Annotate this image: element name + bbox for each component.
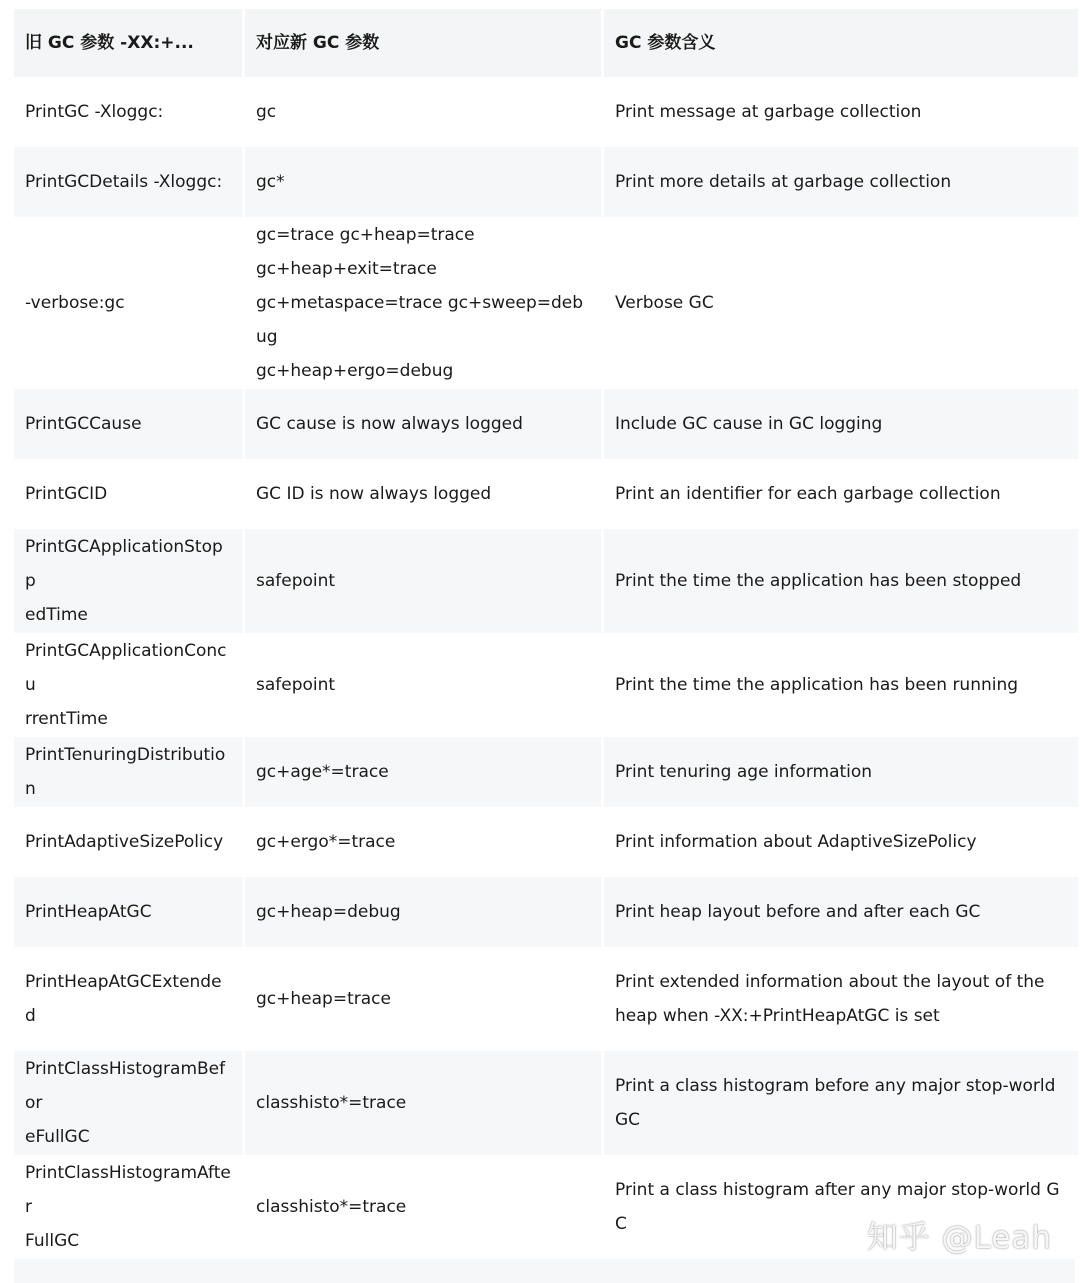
cell-old bbox=[14, 459, 242, 529]
table-row bbox=[14, 529, 1078, 633]
cell-text: Print a class histogram before any major stop-world GC bbox=[615, 1076, 1056, 1130]
cell-text: gc bbox=[256, 102, 277, 122]
cell-old bbox=[14, 1155, 242, 1259]
cell-new bbox=[245, 737, 601, 807]
cell-text: Print a class histogram after any major stop-world GC bbox=[615, 1180, 1060, 1234]
cell-new bbox=[245, 217, 601, 389]
cell-text: safepoint bbox=[256, 571, 336, 591]
cell-desc bbox=[604, 877, 1078, 947]
cell-old bbox=[14, 147, 242, 217]
cell-text: PrintGCCause bbox=[25, 414, 142, 434]
table-row bbox=[14, 877, 1078, 947]
cell-old bbox=[14, 217, 242, 389]
cell-text: -verbose:gc bbox=[25, 293, 125, 313]
cell-desc bbox=[604, 77, 1078, 147]
cell-text: PrintGCID bbox=[25, 484, 108, 504]
cell-text: gc+age*=trace bbox=[256, 762, 389, 782]
cell-new bbox=[245, 877, 601, 947]
cell-new bbox=[245, 1051, 601, 1155]
cell-text: classhisto*=trace bbox=[256, 1197, 407, 1217]
cell-text: gc+heap=debug bbox=[256, 902, 401, 922]
cell-desc bbox=[604, 737, 1078, 807]
cell-desc bbox=[604, 389, 1078, 459]
cell-new bbox=[245, 77, 601, 147]
cell-old bbox=[14, 389, 242, 459]
table-row bbox=[14, 807, 1078, 877]
cell-new bbox=[245, 807, 601, 877]
cell-text: FullGC bbox=[25, 1231, 80, 1251]
cell-text: Print heap layout before and after each GC bbox=[615, 902, 981, 922]
cell-text: GC ID is now always logged bbox=[256, 484, 492, 504]
header-new-gc-param: 对应新 GC 参数 bbox=[245, 9, 601, 77]
cell-text: classhisto*=trace bbox=[256, 1093, 407, 1113]
cell-text: eFullGC bbox=[25, 1127, 90, 1147]
table-row bbox=[14, 1051, 1078, 1155]
cell-old bbox=[14, 877, 242, 947]
table-row bbox=[14, 77, 1078, 147]
cell-text: PrintHeapAtGCExtended bbox=[25, 972, 222, 1026]
cell-new bbox=[245, 529, 601, 633]
cell-text: Print tenuring age information bbox=[615, 762, 873, 782]
cell-new bbox=[245, 947, 601, 1051]
zhihu-watermark: 知乎 @Leah bbox=[866, 1220, 1052, 1256]
cell-text: PrintGCApplicationConcu bbox=[25, 641, 227, 695]
table-row bbox=[14, 459, 1078, 529]
cell-text: PrintClassHistogramBefor bbox=[25, 1059, 226, 1113]
cell-desc bbox=[604, 147, 1078, 217]
cell-text: gc+heap+ergo=debug bbox=[256, 361, 454, 381]
cell-old bbox=[14, 1051, 242, 1155]
table-row bbox=[14, 947, 1078, 1051]
cell-desc bbox=[604, 1051, 1078, 1155]
table-header bbox=[14, 9, 1078, 77]
cell-text: PrintGCDetails -Xloggc: bbox=[25, 172, 223, 192]
cell-old bbox=[14, 807, 242, 877]
cell-text: edTime bbox=[25, 605, 88, 625]
table-row bbox=[14, 147, 1078, 217]
cell-desc bbox=[604, 529, 1078, 633]
cell-text: Print more details at garbage collection bbox=[615, 172, 952, 192]
cell-new bbox=[245, 1155, 601, 1259]
cell-text: PrintTenuringDistribution bbox=[25, 745, 226, 799]
cell-text: gc=trace gc+heap=trace bbox=[256, 225, 475, 245]
cell-desc bbox=[604, 947, 1078, 1051]
table-row bbox=[14, 737, 1078, 807]
cell-text: Print an identifier for each garbage collection bbox=[615, 484, 1001, 504]
cell-text: safepoint bbox=[256, 675, 336, 695]
cell-text: PrintGCApplicationStopp bbox=[25, 537, 223, 591]
table-body bbox=[14, 77, 1078, 1259]
cell-new bbox=[245, 459, 601, 529]
cell-text: Print the time the application has been running bbox=[615, 675, 1019, 695]
cell-text: rrentTime bbox=[25, 709, 108, 729]
table-row bbox=[14, 389, 1078, 459]
cell-old bbox=[14, 633, 242, 737]
cell-old bbox=[14, 947, 242, 1051]
cell-text: gc+heap+exit=trace bbox=[256, 259, 437, 279]
cell-new bbox=[245, 633, 601, 737]
cell-old bbox=[14, 77, 242, 147]
header-old-gc-param: 旧 GC 参数 -XX:+... bbox=[14, 9, 242, 77]
gc-params-table-wrapper bbox=[14, 9, 1075, 1259]
cell-new bbox=[245, 147, 601, 217]
cell-text: Verbose GC bbox=[615, 293, 714, 313]
cell-desc bbox=[604, 633, 1078, 737]
cell-text: Print information about AdaptiveSizePolicy bbox=[615, 832, 977, 852]
cell-text: PrintGC -Xloggc: bbox=[25, 102, 164, 122]
cell-text: gc+heap=trace bbox=[256, 989, 391, 1009]
cell-desc bbox=[604, 459, 1078, 529]
cell-old bbox=[14, 529, 242, 633]
cell-text: PrintAdaptiveSizePolicy bbox=[25, 832, 224, 852]
table-bottom-strip bbox=[14, 1259, 1075, 1283]
cell-desc bbox=[604, 807, 1078, 877]
cell-text: GC cause is now always logged bbox=[256, 414, 523, 434]
cell-old bbox=[14, 737, 242, 807]
cell-text: PrintHeapAtGC bbox=[25, 902, 152, 922]
table-row bbox=[14, 633, 1078, 737]
cell-text: PrintClassHistogramAfter bbox=[25, 1163, 231, 1217]
gc-params-table bbox=[11, 9, 1080, 1259]
cell-text: Print extended information about the layout of the bbox=[615, 972, 1045, 992]
cell-new bbox=[245, 389, 601, 459]
table-row bbox=[14, 217, 1078, 389]
cell-text: gc+ergo*=trace bbox=[256, 832, 396, 852]
cell-text: gc* bbox=[256, 172, 285, 192]
cell-desc bbox=[604, 217, 1078, 389]
cell-text: Include GC cause in GC logging bbox=[615, 414, 883, 434]
cell-text: Print message at garbage collection bbox=[615, 102, 922, 122]
cell-text: Print the time the application has been stopped bbox=[615, 571, 1022, 591]
header-gc-param-meaning: GC 参数含义 bbox=[604, 9, 1078, 77]
cell-text: heap when -XX:+PrintHeapAtGC is set bbox=[615, 1006, 940, 1026]
cell-text: gc+metaspace=trace gc+sweep=debug bbox=[256, 293, 584, 347]
